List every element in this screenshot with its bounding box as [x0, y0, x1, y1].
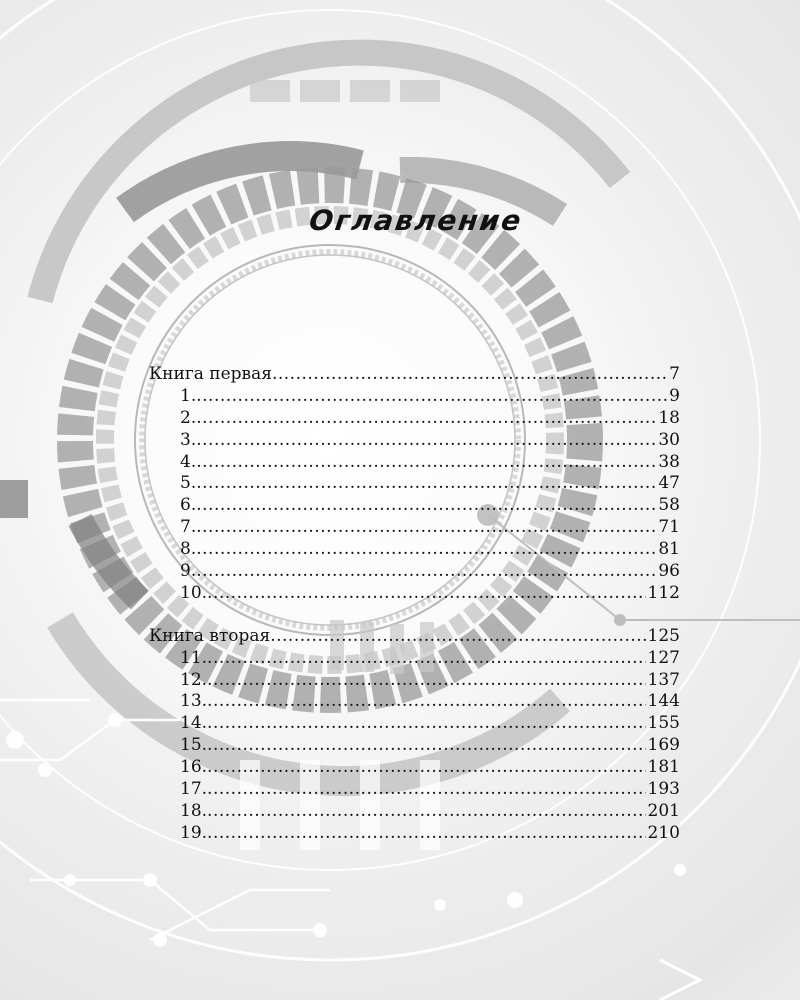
toc-chapter-number: 19. — [180, 822, 208, 843]
toc-chapter-number: 1. — [180, 385, 197, 406]
toc-page-number: 81 — [658, 539, 680, 560]
toc-page-number: 169 — [647, 735, 680, 756]
toc-leader-dots — [270, 626, 645, 648]
toc-leader-dots — [196, 430, 656, 452]
toc-chapter-number: 4. — [180, 451, 197, 472]
toc-leader-dots — [207, 691, 646, 713]
toc-chapter-number: 2. — [180, 407, 197, 428]
toc-chapter[interactable] — [149, 386, 680, 408]
toc-chapter-number: 11. — [180, 647, 208, 668]
toc-leader-dots — [196, 386, 667, 408]
toc-chapter[interactable] — [149, 648, 680, 670]
toc-chapter[interactable] — [149, 713, 680, 735]
page-title: Оглавление — [307, 204, 525, 237]
toc-page-number: 9 — [669, 385, 680, 406]
toc-chapter[interactable] — [149, 430, 680, 452]
toc-chapter[interactable] — [149, 495, 680, 517]
toc-leader-dots — [207, 779, 646, 801]
toc-chapter[interactable] — [149, 757, 680, 779]
toc-page-number: 210 — [647, 822, 680, 843]
toc-page-number: 47 — [658, 473, 680, 494]
toc-page-number: 58 — [658, 495, 680, 516]
toc-page-number: 7 — [669, 364, 680, 384]
toc-page-number: 201 — [647, 800, 680, 821]
toc-page-number: 137 — [647, 669, 680, 690]
toc-leader-dots — [207, 648, 646, 670]
toc-page-number: 155 — [647, 713, 680, 734]
toc-page-number: 144 — [647, 691, 680, 712]
toc-chapter-number: 9. — [180, 561, 197, 582]
toc-leader-dots — [207, 670, 646, 692]
toc-leader-dots — [207, 757, 646, 779]
toc-chapter-number: 15. — [180, 735, 208, 756]
toc-page-number: 127 — [647, 647, 680, 668]
toc-chapter[interactable] — [149, 779, 680, 801]
toc-chapter[interactable] — [149, 517, 680, 539]
toc-page-number: 71 — [658, 517, 680, 538]
toc-chapter-number: 18. — [180, 800, 208, 821]
toc-chapter-number: 3. — [180, 429, 197, 450]
toc-chapter[interactable] — [149, 452, 680, 474]
toc-leader-dots — [196, 473, 656, 495]
toc-chapter-number: 6. — [180, 495, 197, 516]
toc-chapter[interactable] — [149, 583, 680, 605]
toc-chapter-number: 17. — [180, 779, 208, 800]
toc-leader-dots — [207, 735, 646, 757]
toc-chapter[interactable] — [149, 561, 680, 583]
toc-leader-dots — [196, 561, 656, 583]
toc-leader-dots — [196, 539, 656, 561]
toc-entry-label: Книга вторая — [149, 625, 271, 646]
toc-leader-dots — [196, 408, 656, 430]
toc-leader-dots — [196, 517, 656, 539]
toc-book-one[interactable] — [149, 364, 680, 386]
toc-entry-label: Книга первая — [149, 364, 272, 384]
toc-page-number: 30 — [658, 429, 680, 450]
toc-chapter-number: 7. — [180, 517, 197, 538]
toc-leader-dots — [207, 801, 646, 823]
toc-page-number: 18 — [658, 407, 680, 428]
toc-page-number: 193 — [647, 779, 680, 800]
toc-leader-dots — [272, 364, 667, 386]
toc-book-two[interactable] — [149, 626, 680, 648]
toc-page-number: 181 — [647, 757, 680, 778]
toc-chapter[interactable] — [149, 539, 680, 561]
toc-page-number: 112 — [647, 582, 680, 603]
toc-chapter[interactable] — [149, 801, 680, 823]
toc-leader-dots — [196, 452, 656, 474]
toc-chapter[interactable] — [149, 670, 680, 692]
toc-leader-dots — [207, 583, 646, 605]
section-spacer — [149, 605, 680, 626]
toc-chapter-number: 8. — [180, 539, 197, 560]
toc-chapter-number: 13. — [180, 691, 208, 712]
toc-page-number: 38 — [658, 451, 680, 472]
toc-chapter-number: 14. — [180, 713, 208, 734]
toc-leader-dots — [207, 713, 646, 735]
toc-chapter-number: 10. — [180, 582, 208, 603]
toc-chapter-number: 5. — [180, 473, 197, 494]
toc-page-number: 125 — [647, 625, 680, 646]
toc-leader-dots — [207, 823, 646, 845]
toc-chapter[interactable] — [149, 408, 680, 430]
toc-chapter-number: 16. — [180, 757, 208, 778]
toc-chapter-number: 12. — [180, 669, 208, 690]
toc-chapter[interactable] — [149, 473, 680, 495]
toc-chapter[interactable] — [149, 691, 680, 713]
toc-leader-dots — [196, 495, 656, 517]
toc-chapter[interactable] — [149, 823, 680, 845]
toc-chapter[interactable] — [149, 735, 680, 757]
toc-page-number: 96 — [658, 561, 680, 582]
table-of-contents — [149, 364, 680, 845]
